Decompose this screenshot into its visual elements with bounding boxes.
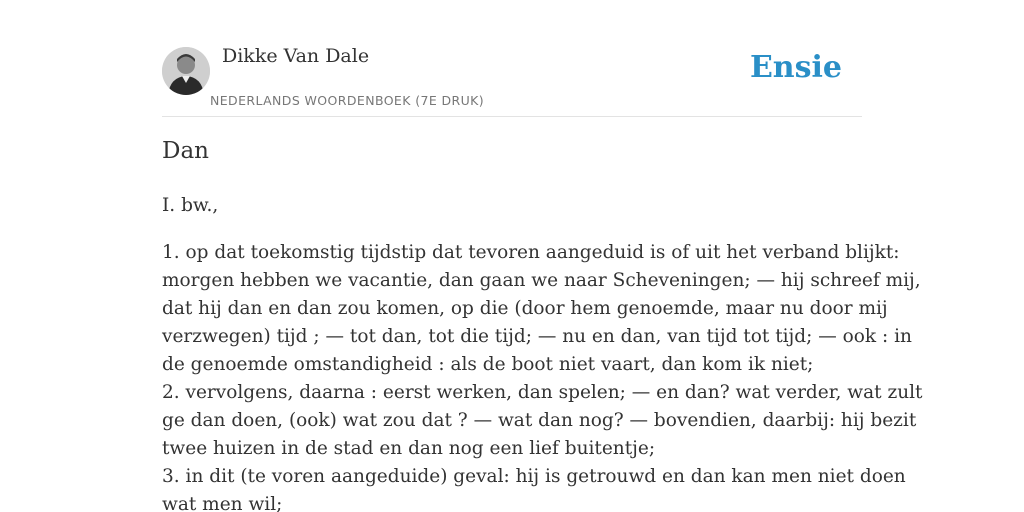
source-name[interactable]: NEDERLANDS WOORDENBOEK (7E DRUK) (210, 93, 485, 108)
definition-line: twee huizen in de stad en dan nog een lief buitentje; (162, 438, 656, 459)
part-of-speech: I. bw., (162, 195, 219, 216)
brand-logo[interactable]: Ensie (749, 50, 842, 85)
header (162, 0, 862, 117)
portrait-icon (162, 47, 210, 95)
entry-body (162, 192, 923, 512)
author-name[interactable]: Dikke Van Dale (222, 45, 370, 67)
definition-line: dat hij dan en dan zou komen, op die (door hem genoemde, maar nu door mij (162, 298, 888, 319)
definition-line: verzwegen) tijd ; — tot dan, tot die tijd; — nu en dan, van tijd tot tijd; — ook : in (162, 326, 912, 347)
entry-title: Dan (162, 138, 209, 164)
definition-line: ge dan doen, (ook) wat zou dat ? — wat dan nog? — bovendien, daarbij: hij bezit (162, 410, 917, 431)
author-avatar[interactable] (162, 47, 210, 95)
definition-line: wat men wil; (162, 494, 283, 512)
definition-line: 3. in dit (te voren aangeduide) geval: hij is getrouwd en dan kan men niet doen (162, 466, 906, 487)
definition-line: 1. op dat toekomstig tijdstip dat tevoren aangeduid is of uit het verband blijkt: (162, 242, 900, 263)
definition-line: morgen hebben we vacantie, dan gaan we naar Scheveningen; — hij schreef mij, (162, 270, 921, 291)
definition-line: de genoemde omstandigheid : als de boot niet vaart, dan kom ik niet; (162, 354, 814, 375)
definition-line: 2. vervolgens, daarna : eerst werken, dan spelen; — en dan? wat verder, wat zult (162, 382, 923, 403)
